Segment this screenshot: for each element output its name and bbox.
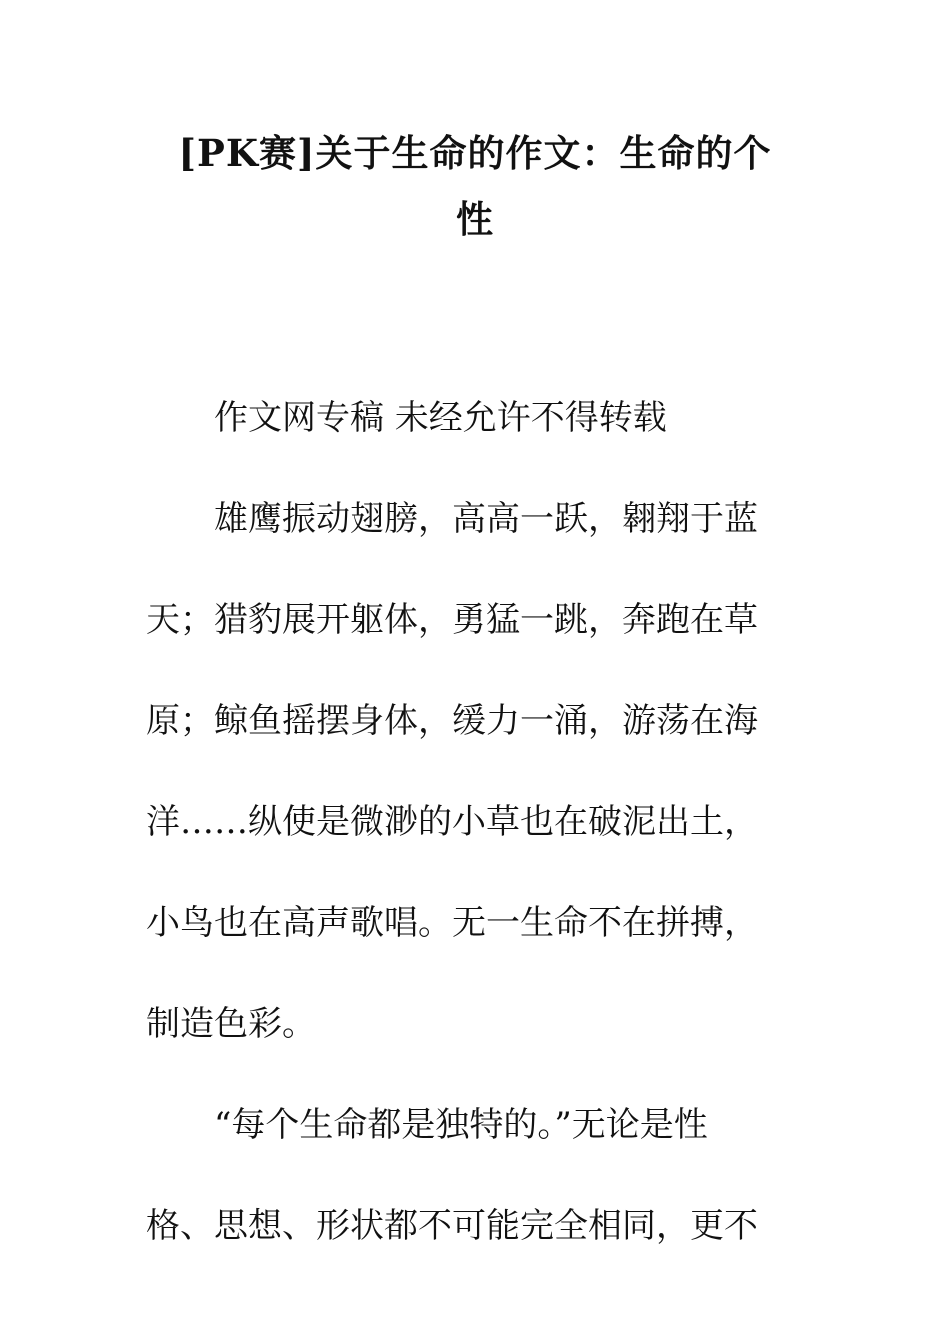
paragraph-line: 洋……纵使是微渺的小草也在破泥出土， xyxy=(146,802,758,842)
paragraph-line: 雄鹰振动翅膀，高高一跃，翱翔于蓝 xyxy=(214,499,758,539)
paragraph-2 xyxy=(146,1075,786,1277)
document-body xyxy=(146,368,786,1277)
paragraph-line: 小鸟也在高声歌唱。无一生命不在拼搏， xyxy=(146,903,758,943)
paragraph-line: 制造色彩。 xyxy=(146,1004,316,1044)
paragraph-line: “每个生命都是独特的。”无论是性 xyxy=(214,1105,708,1145)
document-title xyxy=(140,120,810,252)
title-line: [PK赛]关于生命的作文：生命的个 xyxy=(178,131,772,175)
byline: 作文网专稿 未经允许不得转载 xyxy=(214,398,667,438)
paragraph-1 xyxy=(146,469,786,1075)
paragraph-line: 天；猎豹展开躯体，勇猛一跳，奔跑在草 xyxy=(146,600,758,640)
paragraph-line: 格、思想、形状都不可能完全相同，更不 xyxy=(146,1206,758,1246)
paragraph-line: 原；鲸鱼摇摆身体，缓力一涌，游荡在海 xyxy=(146,701,758,741)
title-line: 性 xyxy=(456,197,494,241)
